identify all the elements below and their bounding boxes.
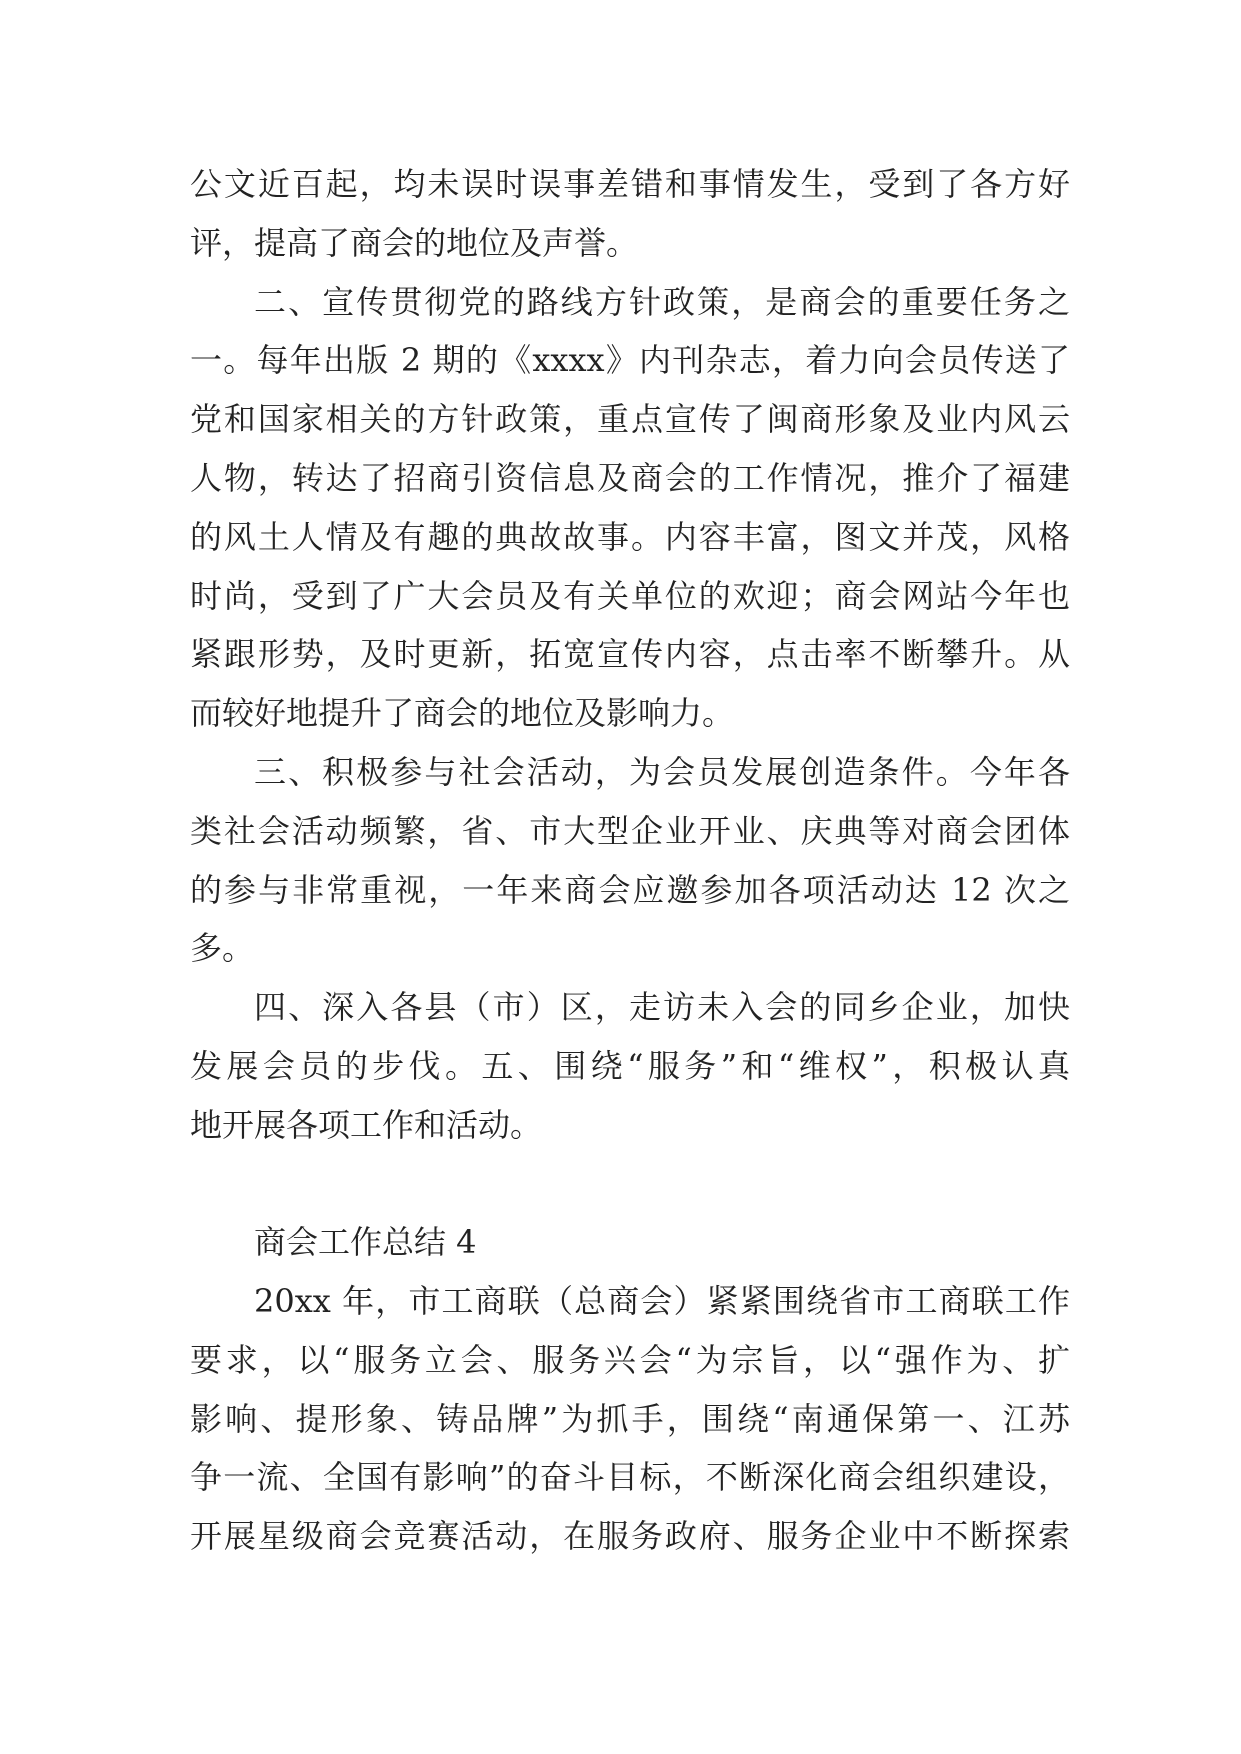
text-line: 发展会员的步伐。五、围绕“服务”和“维权”，积极认真 bbox=[190, 1046, 1070, 1085]
section-heading: 商会工作总结 4 bbox=[254, 1223, 477, 1261]
text-line: 公文近百起，均未误时误事差错和事情发生，受到了各方好 bbox=[190, 165, 1070, 203]
text-line: 而较好地提升了商会的地位及影响力。 bbox=[190, 694, 735, 733]
text-line: 党和国家相关的方针政策，重点宣传了闽商形象及业内风云 bbox=[190, 400, 1070, 439]
text-line: 多。 bbox=[190, 929, 255, 968]
text-line: 的风土人情及有趣的典故故事。内容丰富，图文并茂，风格 bbox=[190, 517, 1070, 556]
text-line: 要求，以“服务立会、服务兴会“为宗旨，以“强作为、扩 bbox=[190, 1340, 1070, 1379]
text-line: 影响、提形象、铸品牌”为抓手，围绕“南通保第一、江苏 bbox=[190, 1399, 1070, 1438]
text-line: 地开展各项工作和活动。 bbox=[190, 1105, 543, 1144]
paragraph-5-first-line: 20xx 年，市工商联（总商会）紧紧围绕省市工商联工作 bbox=[254, 1282, 1070, 1320]
paragraph-2-first-line: 二、宣传贯彻党的路线方针政策，是商会的重要任务之 bbox=[254, 282, 1070, 321]
text-line: 紧跟形势，及时更新，拓宽宣传内容，点击率不断攀升。从 bbox=[190, 635, 1070, 674]
text-line: 人物，转达了招商引资信息及商会的工作情况，推介了福建 bbox=[190, 458, 1070, 497]
paragraph-3-first-line: 三、积极参与社会活动，为会员发展创造条件。今年各 bbox=[254, 752, 1070, 791]
paragraph-4-first-line: 四、深入各县（市）区，走访未入会的同乡企业，加快 bbox=[254, 988, 1070, 1027]
text-line: 开展星级商会竞赛活动，在服务政府、服务企业中不断探索 bbox=[190, 1517, 1070, 1556]
text-line: 的参与非常重视，一年来商会应邀参加各项活动达 12 次之 bbox=[190, 870, 1070, 909]
text-line: 争一流、全国有影响”的奋斗目标，不断深化商会组织建设， bbox=[190, 1458, 1070, 1497]
text-line: 时尚，受到了广大会员及有关单位的欢迎；商会网站今年也 bbox=[190, 576, 1070, 615]
text-line: 一。每年出版 2 期的《xxxx》内刊杂志，着力向会员传送了 bbox=[190, 341, 1070, 380]
body-text-block-1 bbox=[190, 155, 1070, 1155]
text-line: 评，提高了商会的地位及声誉。 bbox=[190, 223, 639, 262]
body-text-block-2 bbox=[190, 1272, 1070, 1566]
text-line: 类社会活动频繁，省、市大型企业开业、庆典等对商会团体 bbox=[190, 811, 1070, 850]
